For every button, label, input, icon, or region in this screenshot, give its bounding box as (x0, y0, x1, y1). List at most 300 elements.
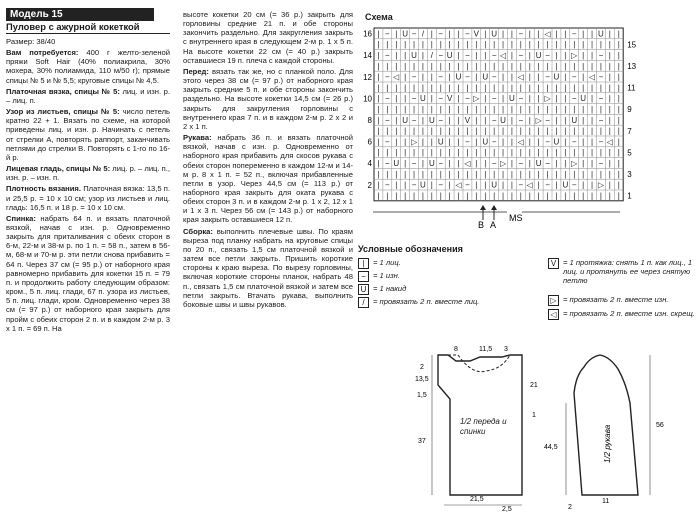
chart-cell-symbol: | (457, 137, 460, 147)
left-column (6, 0, 170, 335)
chart-cell-symbol: | (475, 148, 478, 158)
chart-cell-symbol: U (509, 94, 515, 104)
chart-cell-symbol: − (545, 159, 550, 169)
chart-cell-symbol: | (421, 83, 424, 93)
chart-cell-symbol: | (377, 148, 380, 158)
chart-cell-symbol: | (439, 83, 442, 93)
chart-cell-symbol: | (591, 51, 594, 61)
row-number-left: 6 (367, 137, 372, 147)
chart-cell-symbol: | (457, 94, 460, 104)
chart-cell-symbol: | (608, 51, 611, 61)
legend-ssk-text: = 1 протяжка: снять 1 п. как лиц., 1 лиц. и протянуть ее через снятую петлю (563, 258, 693, 285)
chart-cell-symbol: − (491, 94, 497, 104)
chart-cell-symbol: | (377, 137, 380, 147)
chart-cell-symbol: ◁ (544, 29, 551, 39)
middle-column (183, 10, 353, 311)
legend-item-purl (358, 271, 528, 282)
chart-cell-symbol: | (564, 61, 567, 71)
chart-cell-symbol: | (608, 115, 611, 125)
chart-cell-symbol: | (484, 40, 487, 50)
chart-cell-symbol: | (591, 115, 594, 125)
row-number-right: 13 (627, 62, 637, 72)
row-number-left: 4 (367, 159, 372, 169)
chart-cell-symbol: − (438, 115, 444, 125)
chart-cell-symbol: | (599, 61, 602, 71)
stitch-chart (362, 24, 637, 234)
chart-cell-symbol: | (546, 148, 549, 158)
chart-cell-symbol: U (482, 137, 489, 147)
chart-cell-symbol: | (484, 169, 487, 179)
chart-cell-symbol: | (457, 83, 460, 93)
chart-cell-symbol: U (482, 72, 489, 82)
chart-cell-symbol: | (564, 159, 567, 169)
chart-cell-symbol: − (491, 115, 497, 125)
chart-cell-symbol: − (571, 137, 577, 147)
chart-cell-symbol: | (377, 126, 380, 136)
chart-cell-symbol: | (502, 180, 505, 190)
chart-cell-symbol: | (430, 137, 433, 147)
body-label-box (460, 417, 520, 457)
chart-cell-symbol: | (377, 72, 380, 82)
dim-1: 1 (532, 412, 536, 419)
chart-cell-symbol: − (545, 180, 550, 190)
chart-cell-symbol: | (475, 115, 478, 125)
chart-cell-symbol: | (555, 159, 558, 169)
chart-cell-symbol: | (475, 180, 478, 190)
chart-cell-symbol: | (608, 29, 611, 39)
chart-cell-symbol: | (582, 148, 585, 158)
chart-cell-symbol: | (502, 61, 505, 71)
chart-cell-symbol: | (493, 126, 496, 136)
dim-13-5: 13,5 (415, 376, 429, 383)
chart-cell-symbol: | (564, 126, 567, 136)
legend-item-knit (358, 258, 528, 269)
chart-cell-symbol: ▷ (571, 51, 578, 61)
chart-cell-symbol: | (582, 72, 585, 82)
chart-cell-symbol: | (484, 83, 487, 93)
chart-cell-symbol: | (617, 83, 620, 93)
chart-cell-symbol: | (546, 83, 549, 93)
row-number-left: 12 (363, 72, 372, 82)
chart-cell-symbol: | (537, 29, 540, 39)
chart-cell-symbol: − (491, 137, 497, 147)
chart-cell-symbol: | (395, 51, 398, 61)
legend-item-yo (358, 284, 528, 295)
chart-cell-symbol: | (484, 105, 487, 115)
chart-cell-symbol: | (555, 148, 558, 158)
chart-cell-symbol: − (465, 51, 470, 61)
chart-cell-symbol: | (617, 61, 620, 71)
chart-cell-symbol: | (475, 169, 478, 179)
chart-cell-symbol: U (562, 180, 569, 190)
chart-cell-symbol: | (493, 169, 496, 179)
chart-cell-symbol: | (617, 126, 620, 136)
garment-schematics (362, 345, 692, 520)
chart-cell-symbol: | (617, 105, 620, 115)
chart-cell-symbol: | (475, 126, 478, 136)
chart-cell-symbol: − (385, 137, 390, 147)
chart-cell-symbol: | (608, 61, 611, 71)
chart-cell-symbol: − (438, 72, 444, 82)
chart-cell-symbol: | (599, 83, 602, 93)
chart-cell-symbol: | (555, 40, 558, 50)
chart-cell-symbol: | (421, 105, 424, 115)
chart-cell-symbol: | (466, 61, 469, 71)
chart-cell-symbol: | (457, 126, 460, 136)
chart-cell-symbol: | (430, 169, 433, 179)
chart-cell-symbol: ▷ (544, 94, 551, 104)
chart-cell-symbol: | (430, 105, 433, 115)
chart-cell-symbol: | (555, 61, 558, 71)
chart-cell-symbol: | (573, 40, 576, 50)
chart-cell-symbol: | (377, 159, 380, 169)
chart-cell-symbol: | (457, 169, 460, 179)
chart-cell-symbol: | (448, 126, 451, 136)
chart-cell-symbol: | (546, 126, 549, 136)
chart-cell-symbol: | (519, 148, 522, 158)
dim-21-5: 21,5 (470, 496, 484, 503)
chart-cell-symbol: | (510, 29, 513, 39)
chart-cell-symbol: | (617, 94, 620, 104)
chart-cell-symbol: | (493, 148, 496, 158)
chart-cell-symbol: | (510, 180, 513, 190)
chart-cell-symbol: | (413, 105, 416, 115)
chart-cell-symbol: | (439, 148, 442, 158)
chart-cell-symbol: − (438, 29, 444, 39)
chart-cell-symbol: | (528, 94, 531, 104)
chart-cell-symbol: | (608, 148, 611, 158)
chart-cell-symbol: | (546, 40, 549, 50)
chart-cell-symbol: | (484, 61, 487, 71)
chart-cell-symbol: | (528, 126, 531, 136)
chart-cell-symbol: | (599, 191, 602, 201)
chart-cell-symbol: | (404, 105, 407, 115)
legend-title: Условные обозначения (358, 244, 463, 254)
chart-cell-symbol: | (404, 94, 407, 104)
chart-cell-symbol: | (528, 115, 531, 125)
chart-cell-symbol: | (599, 126, 602, 136)
chart-cell-symbol: − (598, 94, 604, 104)
chart-cell-symbol: | (395, 180, 398, 190)
chart-cell-symbol: / (421, 29, 425, 39)
chart-cell-symbol: − (518, 159, 524, 169)
chart-cell-symbol: | (466, 169, 469, 179)
chart-cell-symbol: | (377, 191, 380, 201)
chart-cell-symbol: | (510, 51, 513, 61)
chart-cell-symbol: U (411, 51, 417, 61)
chart-cell-symbol: − (598, 159, 604, 169)
chart-cell-symbol: | (421, 72, 424, 82)
chart-cell-symbol: | (591, 40, 594, 50)
chart-cell-symbol: | (519, 83, 522, 93)
model-header: Модель 15 (6, 8, 154, 21)
chart-cell-symbol: U (500, 115, 506, 125)
dim-21: 21 (530, 382, 538, 389)
chart-cell-symbol: | (404, 51, 407, 61)
chart-cell-symbol: | (546, 169, 549, 179)
chart-cell-symbol: | (555, 169, 558, 179)
row-number-left: 10 (363, 94, 372, 104)
chart-cell-symbol: − (518, 51, 524, 61)
dim-11: 11 (602, 498, 610, 505)
chart-cell-symbol: | (466, 40, 469, 50)
chart-cell-symbol: | (475, 191, 478, 201)
chart-cell-symbol: U (553, 137, 560, 147)
chart-cell-symbol: ▷ (571, 159, 578, 169)
chart-cell-symbol: | (537, 72, 540, 82)
chart-cell-symbol: | (537, 61, 540, 71)
chart-cell-symbol: − (385, 94, 390, 104)
chart-cell-symbol: | (493, 191, 496, 201)
assembly-text: выполнить плечевые швы. По краям выреза под планку набрать на круговые спицы по 20 п., связать 1,5 см платочной вязкой и затем все петли закрыть. Пришить короткие стороны к краю выреза. По вырезу горловины, включая короткие стороны планок, набрать 48 п., связать 1,5 см платочной вязкой и затем все петли закрыть. Втачать рукава, выполнить боковые швы и швы рукавов. (183, 226, 353, 309)
chart-cell-symbol: − (411, 115, 417, 125)
chart-cell-symbol: | (421, 126, 424, 136)
legend-purl-text: = 1 изн. (373, 271, 400, 280)
sleeves-label: Рукава: (183, 133, 212, 143)
chart-cell-symbol: | (617, 191, 620, 201)
chart-cell-symbol: | (564, 191, 567, 201)
chart-cell-symbol: − (571, 180, 577, 190)
p2tog-symbol-icon: ▷ (548, 295, 559, 306)
chart-cell-symbol: − (385, 159, 390, 169)
chart-cell-symbol: − (598, 137, 604, 147)
chart-cell-symbol: − (465, 94, 470, 104)
chart-cell-symbol: U (446, 51, 453, 61)
chart-cell-symbol: | (377, 105, 380, 115)
chart-cell-symbol: − (385, 29, 390, 39)
chart-cell-symbol: | (519, 169, 522, 179)
chart-cell-symbol: | (608, 40, 611, 50)
chart-cell-symbol: | (439, 169, 442, 179)
chart-cell-symbol: U (420, 180, 426, 190)
chart-cell-symbol: | (484, 180, 487, 190)
chart-cell-symbol: | (564, 148, 567, 158)
chart-cell-symbol: | (528, 40, 531, 50)
chart-cell-symbol: | (448, 169, 451, 179)
chart-cell-symbol: | (421, 61, 424, 71)
chart-cell-symbol: − (438, 51, 444, 61)
chart-cell-symbol: − (385, 72, 390, 82)
chart-cell-symbol: | (582, 61, 585, 71)
rib-paragraph (6, 87, 170, 105)
chart-cell-symbol: U (420, 94, 426, 104)
chart-cell-symbol: | (395, 94, 398, 104)
chart-cell-symbol: | (395, 40, 398, 50)
chart-cell-symbol: | (484, 29, 487, 39)
dim-sleeve-2: 2 (568, 504, 572, 511)
chart-cell-symbol: | (502, 29, 505, 39)
row-number-right: 1 (627, 191, 632, 201)
arrow-a-head (491, 205, 497, 210)
chart-cell-symbol: − (491, 51, 497, 61)
chart-cell-symbol: − (598, 72, 604, 82)
chart-cell-symbol: | (395, 115, 398, 125)
p2tog-tbl-symbol-icon: ◁ (548, 309, 559, 320)
legend-knit-text: = 1 лиц. (373, 258, 401, 267)
chart-cell-symbol: | (421, 191, 424, 201)
chart-cell-symbol: | (439, 191, 442, 201)
chart-cell-symbol: | (537, 148, 540, 158)
chart-cell-symbol: | (537, 40, 540, 50)
yarnover-symbol-icon: U (358, 284, 369, 295)
chart-cell-symbol: | (421, 51, 424, 61)
chart-cell-symbol: | (591, 29, 594, 39)
chart-cell-symbol: | (466, 126, 469, 136)
chart-cell-symbol: | (413, 126, 416, 136)
chart-cell-symbol: | (502, 148, 505, 158)
chart-cell-symbol: | (439, 61, 442, 71)
chart-cell-symbol: ◁ (606, 137, 613, 147)
gauge-label: Плотность вязания. (6, 184, 81, 194)
chart-cell-symbol: | (421, 159, 424, 169)
chart-cell-symbol: | (608, 159, 611, 169)
chart-cell-symbol: | (617, 159, 620, 169)
chart-cell-symbol: ◁ (588, 72, 596, 82)
chart-cell-symbol: U (402, 115, 409, 125)
sleeves-paragraph (183, 133, 353, 225)
chart-cell-symbol: | (528, 159, 531, 169)
chart-cell-symbol: | (377, 115, 380, 125)
chart-cell-symbol: | (457, 61, 460, 71)
chart-cell-symbol: ▷ (535, 115, 542, 125)
pattern-title: Пуловер с ажурной кокеткой (6, 21, 170, 34)
chart-cell-symbol: | (475, 61, 478, 71)
chart-cell-symbol: | (582, 105, 585, 115)
legend-item-p2tog (548, 295, 696, 306)
chart-cell-symbol: − (598, 51, 604, 61)
chart-cell-symbol: | (484, 148, 487, 158)
chart-cell-symbol: | (377, 40, 380, 50)
chart-cell-symbol: | (448, 61, 451, 71)
chart-cell-symbol: | (617, 137, 620, 147)
front-text: вязать так же, но с планкой поло. Для этого через 38 см (= 97 р.) от наборного края закрыть средние 5 п. и обе стороны закончить раздельно. На высоте кокетки 14,5 см (= 26 р.) закрыть для закругления горловины с внутреннего края 7 п. и в каждом 2-м р. 2 х 2 и 2 х 1 п. (183, 66, 353, 131)
chart-cell-symbol: | (448, 191, 451, 201)
chart-cell-symbol: | (519, 61, 522, 71)
stitch-chart-svg (362, 24, 637, 230)
schema-title: Схема (365, 12, 393, 22)
chart-cell-symbol: | (573, 105, 576, 115)
chart-cell-symbol: − (571, 29, 577, 39)
chart-cell-symbol: | (591, 191, 594, 201)
dim-8: 8 (454, 346, 458, 353)
chart-cell-symbol: | (484, 51, 487, 61)
front-label: Перед: (183, 66, 209, 76)
chart-cell-symbol: − (438, 94, 444, 104)
chart-cell-symbol: | (582, 180, 585, 190)
chart-cell-symbol: | (430, 83, 433, 93)
chart-cell-symbol: | (466, 105, 469, 115)
chart-cell-symbol: | (591, 148, 594, 158)
chart-cell-symbol: U (491, 180, 498, 190)
chart-cell-symbol: − (465, 29, 470, 39)
chart-cell-symbol: | (475, 159, 478, 169)
chart-cell-symbol: | (386, 105, 389, 115)
chart-cell-symbol: | (395, 148, 398, 158)
repeat-label: MS (509, 213, 523, 223)
chart-cell-symbol: | (582, 169, 585, 179)
chart-cell-symbol: − (545, 51, 550, 61)
chart-cell-symbol: ◁ (393, 72, 400, 82)
stst-paragraph (6, 164, 170, 182)
chart-cell-symbol: U (491, 29, 498, 39)
chart-cell-symbol: | (430, 40, 433, 50)
chart-cell-symbol: | (537, 169, 540, 179)
chart-cell-symbol: | (582, 29, 585, 39)
chart-cell-symbol: | (519, 105, 522, 115)
chart-cell-symbol: | (591, 169, 594, 179)
chart-cell-symbol: | (591, 105, 594, 115)
chart-cell-symbol: | (502, 72, 505, 82)
chart-cell-symbol: − (465, 137, 470, 147)
chart-cell-symbol: | (528, 72, 531, 82)
chart-cell-symbol: ◁ (455, 180, 462, 190)
materials-label: Вам потребуется: (6, 48, 79, 58)
chart-cell-symbol: | (493, 40, 496, 50)
stst-label: Лицевая гладь, спицы № 5: (6, 164, 111, 174)
chart-cell-symbol: | (475, 83, 478, 93)
legend-yo-text: = 1 накид (373, 284, 407, 293)
chart-cell-symbol: | (528, 83, 531, 93)
chart-cell-symbol: | (537, 180, 540, 190)
chart-cell-symbol: | (395, 169, 398, 179)
chart-cell-symbol: | (421, 148, 424, 158)
chart-cell-symbol: | (484, 115, 487, 125)
rib-text: лиц. и изн. р. – лиц. п. (6, 86, 170, 105)
body-schematic (415, 346, 538, 513)
chart-cell-symbol: | (617, 29, 620, 39)
chart-cell-symbol: | (448, 115, 451, 125)
chart-cell-symbol: − (491, 159, 497, 169)
chart-cell-symbol: | (564, 169, 567, 179)
chart-cell-symbol: | (617, 72, 620, 82)
chart-cell-symbol: | (386, 61, 389, 71)
chart-cell-symbol: | (617, 180, 620, 190)
chart-cell-symbol: | (555, 83, 558, 93)
chart-cell-symbol: | (510, 169, 513, 179)
chart-cell-symbol: | (404, 61, 407, 71)
front-paragraph (183, 67, 353, 131)
chart-cell-symbol: | (564, 83, 567, 93)
chart-cell-symbol: | (404, 148, 407, 158)
chart-cell-symbol: | (608, 169, 611, 179)
chart-cell-symbol: | (537, 105, 540, 115)
body-piece-label: 1/2 переда и спинки (460, 417, 507, 436)
chart-cell-symbol: ▷ (597, 180, 605, 190)
chart-cell-symbol: | (582, 159, 585, 169)
chart-cell-symbol: | (510, 148, 513, 158)
chart-cell-symbol: | (591, 159, 594, 169)
legend-item-p2tog-tbl (548, 309, 696, 320)
chart-cell-symbol: | (404, 191, 407, 201)
chart-cell-symbol: U (535, 51, 542, 61)
leaf-paragraph (6, 107, 170, 162)
chart-cell-symbol: | (555, 105, 558, 115)
size-line: Размер: 38/40 (6, 37, 56, 46)
chart-cell-symbol: | (555, 115, 558, 125)
chart-cell-symbol: | (404, 83, 407, 93)
chart-cell-symbol: | (546, 105, 549, 115)
legend-item-ssk (548, 258, 696, 285)
chart-cell-symbol: U (393, 159, 400, 169)
chart-cell-symbol: | (555, 191, 558, 201)
dim-2: 2 (420, 364, 424, 371)
dim-44-5: 44,5 (544, 444, 558, 451)
chart-cell-symbol: | (573, 61, 576, 71)
continuation-paragraph: высоте кокетки 20 см (= 36 р.) закрыть для горловины средние 21 п. и обе стороны закончить раздельно. Для закругления закрыть с внутреннего края в следующем 2-м р. 1 х 5 п. На высоте кокетки 22 см (= 40 р.) закрыть оставшиеся 19 п. плеча с каждой стороны. (183, 10, 353, 65)
chart-cell-symbol: | (377, 169, 380, 179)
chart-cell-symbol: | (413, 40, 416, 50)
chart-cell-symbol: | (493, 61, 496, 71)
